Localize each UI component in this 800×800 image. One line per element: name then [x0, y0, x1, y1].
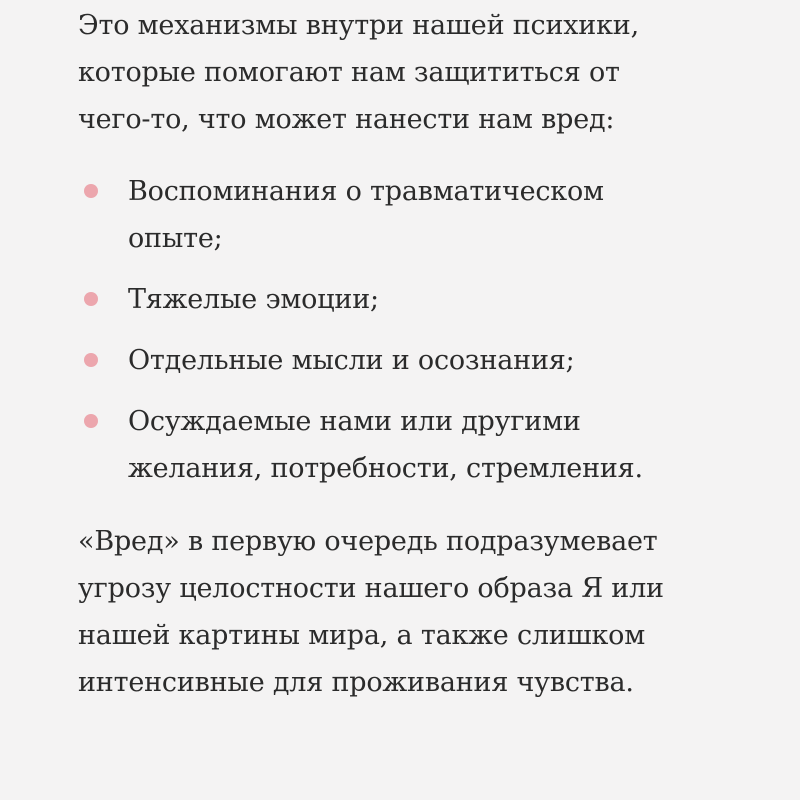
- list-item-text: Тяжелые эмоции;: [128, 284, 379, 315]
- list-item: [78, 168, 728, 262]
- list-item-text: опыте;: [128, 223, 223, 254]
- bullet-dot-icon: [84, 353, 98, 367]
- conclusion-line: угрозу целостности нашего образа Я или: [78, 573, 664, 604]
- list-item: [78, 276, 728, 323]
- conclusion-paragraph: [78, 518, 758, 706]
- list-item-text: Осуждаемые нами или другими: [128, 406, 581, 437]
- list-item-text: Воспоминания о травматическом: [128, 176, 604, 207]
- intro-paragraph: [78, 2, 738, 143]
- conclusion-line: нашей картины мира, а также слишком: [78, 620, 646, 651]
- bullet-dot-icon: [84, 414, 98, 428]
- bullet-dot-icon: [84, 292, 98, 306]
- list-item-text: желания, потребности, стремления.: [128, 453, 643, 484]
- bullet-dot-icon: [84, 184, 98, 198]
- intro-line: Это механизмы внутри нашей психики,: [78, 10, 639, 41]
- list-item: [78, 398, 728, 492]
- list-item: [78, 337, 728, 384]
- conclusion-line: интенсивные для проживания чувства.: [78, 667, 634, 698]
- bullet-list: [78, 168, 728, 492]
- list-item-text: Отдельные мысли и осознания;: [128, 345, 575, 376]
- intro-line: которые помогают нам защититься от: [78, 57, 620, 88]
- intro-line: чего-то, что может нанести нам вред:: [78, 104, 615, 135]
- conclusion-line: «Вред» в первую очередь подразумевает: [78, 526, 658, 557]
